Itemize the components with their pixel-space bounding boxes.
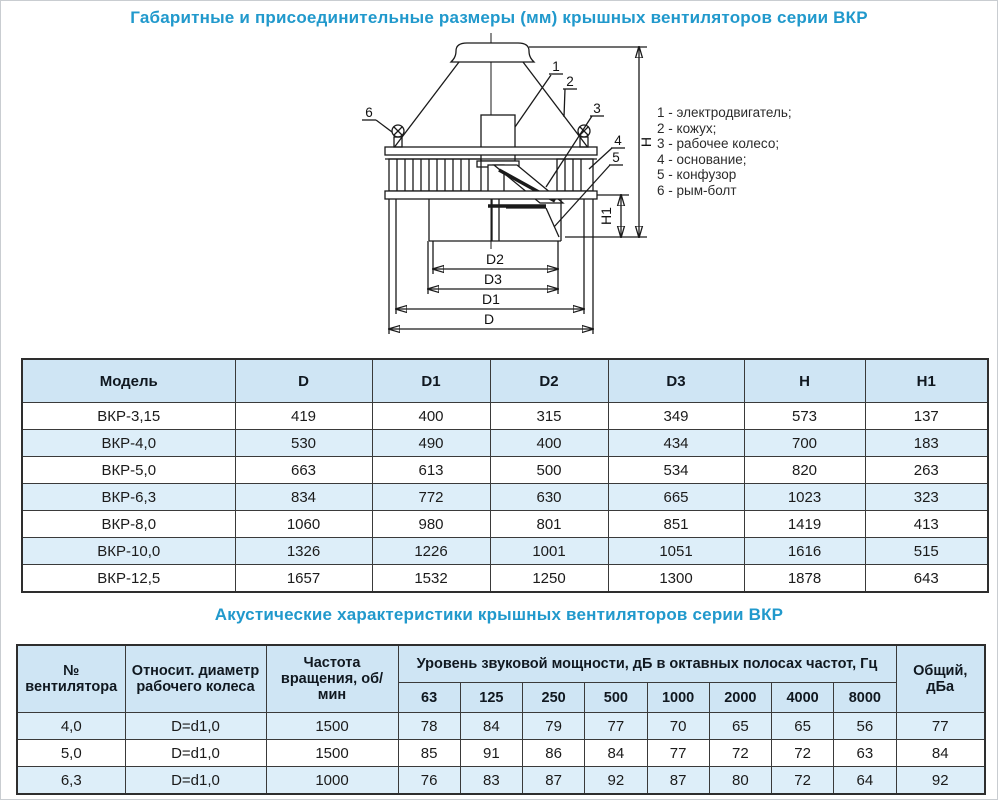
cell: 72 (709, 740, 771, 767)
col-header-D: D (235, 359, 372, 403)
cell: 85 (398, 740, 460, 767)
cell: 1326 (235, 538, 372, 565)
cell: 1000 (266, 767, 398, 795)
callout-label-1: 1 (552, 59, 560, 74)
cell-model: ВКР-3,15 (22, 403, 235, 430)
cell: 630 (490, 484, 608, 511)
legend-item: 2 - кожух; (657, 120, 717, 136)
cell: 77 (647, 740, 709, 767)
cell-model: ВКР-12,5 (22, 565, 235, 593)
cell: 263 (865, 457, 988, 484)
cell: 413 (865, 511, 988, 538)
cell-fan-no: 6,3 (17, 767, 125, 795)
col-header-H1: H1 (865, 359, 988, 403)
cell: 1060 (235, 511, 372, 538)
cell: D=d1,0 (125, 740, 266, 767)
cell: 84 (460, 713, 522, 740)
cell: 87 (523, 767, 585, 795)
cell-model: ВКР-8,0 (22, 511, 235, 538)
cell: 419 (235, 403, 372, 430)
cell: 1532 (372, 565, 490, 593)
cell: 573 (744, 403, 865, 430)
cell: 79 (523, 713, 585, 740)
cell: 72 (772, 740, 834, 767)
table-row (22, 457, 988, 484)
cell: 1657 (235, 565, 372, 593)
table-row (22, 484, 988, 511)
cell: 613 (372, 457, 490, 484)
dim-label-D2: D2 (486, 251, 504, 267)
table-header-row (17, 645, 985, 683)
cell: 56 (834, 713, 896, 740)
fan-drawing (331, 29, 671, 354)
hood-cap (451, 43, 534, 62)
cell: 78 (398, 713, 460, 740)
cell: 91 (460, 740, 522, 767)
dim-label-H: H (638, 136, 654, 148)
callout-label-5: 5 (612, 150, 620, 165)
dimensions-table (21, 358, 989, 593)
page-title: Габаритные и присоединительные размеры (мм) крышных вентиляторов серии ВКР (130, 8, 868, 27)
col-header-D2: D2 (490, 359, 608, 403)
col-header-H: H (744, 359, 865, 403)
table-row (17, 713, 985, 740)
col-header-freq-2000: 2000 (709, 683, 771, 713)
callout-label-3: 3 (593, 101, 601, 116)
legend-item: 4 - основание; (657, 151, 747, 167)
cell: 1616 (744, 538, 865, 565)
table-header-row (22, 359, 988, 403)
cell: 643 (865, 565, 988, 593)
cell-model: ВКР-6,3 (22, 484, 235, 511)
table-row (22, 511, 988, 538)
cell-model: ВКР-4,0 (22, 430, 235, 457)
col-header-D3: D3 (608, 359, 744, 403)
cell: 1419 (744, 511, 865, 538)
callout-label-4: 4 (614, 133, 622, 148)
col-header-freq-4000: 4000 (772, 683, 834, 713)
cell: 530 (235, 430, 372, 457)
table-row (17, 767, 985, 795)
col-header-freq-250: 250 (523, 683, 585, 713)
cell: 84 (896, 740, 985, 767)
col-header-freq-8000: 8000 (834, 683, 896, 713)
cell: 92 (585, 767, 647, 795)
callout-label-6: 6 (365, 105, 373, 120)
cell: 70 (647, 713, 709, 740)
cell: 700 (744, 430, 865, 457)
col-header-sound-power: Уровень звуковой мощности, дБ в октавных полосах частот, Гц (398, 645, 896, 683)
cell: 834 (235, 484, 372, 511)
diagram-legend (657, 105, 792, 198)
cell-model: ВКР-10,0 (22, 538, 235, 565)
cell: 183 (865, 430, 988, 457)
legend-item: 1 - электродвигатель; (657, 105, 792, 120)
cell: 349 (608, 403, 744, 430)
cell: 1500 (266, 713, 398, 740)
cell: 72 (772, 767, 834, 795)
cell: 980 (372, 511, 490, 538)
acoustic-table (16, 644, 986, 795)
cell: 1250 (490, 565, 608, 593)
cell-fan-no: 5,0 (17, 740, 125, 767)
cell: 87 (647, 767, 709, 795)
cell: 1300 (608, 565, 744, 593)
cell: 77 (585, 713, 647, 740)
col-header-speed: Частота вращения, об/мин (266, 645, 398, 713)
cell-fan-no: 4,0 (17, 713, 125, 740)
cell: 851 (608, 511, 744, 538)
cell: 63 (834, 740, 896, 767)
cell: 534 (608, 457, 744, 484)
cell: 500 (490, 457, 608, 484)
table-row (22, 403, 988, 430)
cell: 490 (372, 430, 490, 457)
callout-label-2: 2 (566, 74, 574, 89)
table-row (22, 565, 988, 593)
cell: 820 (744, 457, 865, 484)
dim-label-H1: H1 (598, 207, 614, 225)
cell: D=d1,0 (125, 767, 266, 795)
cell: 65 (772, 713, 834, 740)
cell: 1051 (608, 538, 744, 565)
louvers-left (389, 159, 481, 191)
cell: 400 (490, 430, 608, 457)
col-header-fan-no: № вентилятора (17, 645, 125, 713)
cell: 1023 (744, 484, 865, 511)
dim-label-D1: D1 (482, 291, 500, 307)
confuser (506, 208, 559, 237)
cell: D=d1,0 (125, 713, 266, 740)
col-header-D1: D1 (372, 359, 490, 403)
cell: 92 (896, 767, 985, 795)
louvers-right (557, 159, 593, 191)
legend-item: 6 - рым-болт (657, 182, 737, 198)
col-header-freq-125: 125 (460, 683, 522, 713)
cell: 315 (490, 403, 608, 430)
legend-item: 3 - рабочее колесо; (657, 136, 780, 151)
legend-item: 5 - конфузор (657, 167, 737, 182)
cell: 1001 (490, 538, 608, 565)
dim-label-D3: D3 (484, 271, 502, 287)
col-header-freq-1000: 1000 (647, 683, 709, 713)
cell: 76 (398, 767, 460, 795)
table-row (22, 538, 988, 565)
cell: 84 (585, 740, 647, 767)
col-header-rel-diameter: Относит. диаметр рабочего колеса (125, 645, 266, 713)
cell: 77 (896, 713, 985, 740)
cell: 665 (608, 484, 744, 511)
cell: 323 (865, 484, 988, 511)
cell: 400 (372, 403, 490, 430)
col-header-freq-63: 63 (398, 683, 460, 713)
cell-model: ВКР-5,0 (22, 457, 235, 484)
table-row (22, 430, 988, 457)
cell: 86 (523, 740, 585, 767)
col-header-model: Модель (22, 359, 235, 403)
cell: 801 (490, 511, 608, 538)
col-header-total: Общий, дБа (896, 645, 985, 713)
cell: 64 (834, 767, 896, 795)
cell: 434 (608, 430, 744, 457)
cell: 1878 (744, 565, 865, 593)
cell: 83 (460, 767, 522, 795)
dim-label-D: D (483, 311, 495, 327)
cell: 1500 (266, 740, 398, 767)
col-header-freq-500: 500 (585, 683, 647, 713)
cell: 80 (709, 767, 771, 795)
eye-bolt-left (392, 125, 404, 147)
cell: 1226 (372, 538, 490, 565)
table-row (17, 740, 985, 767)
cell: 137 (865, 403, 988, 430)
section-title: Акустические характеристики крышных вентиляторов серии ВКР (214, 605, 784, 624)
cell: 515 (865, 538, 988, 565)
cell: 663 (235, 457, 372, 484)
cell: 65 (709, 713, 771, 740)
cell: 772 (372, 484, 490, 511)
